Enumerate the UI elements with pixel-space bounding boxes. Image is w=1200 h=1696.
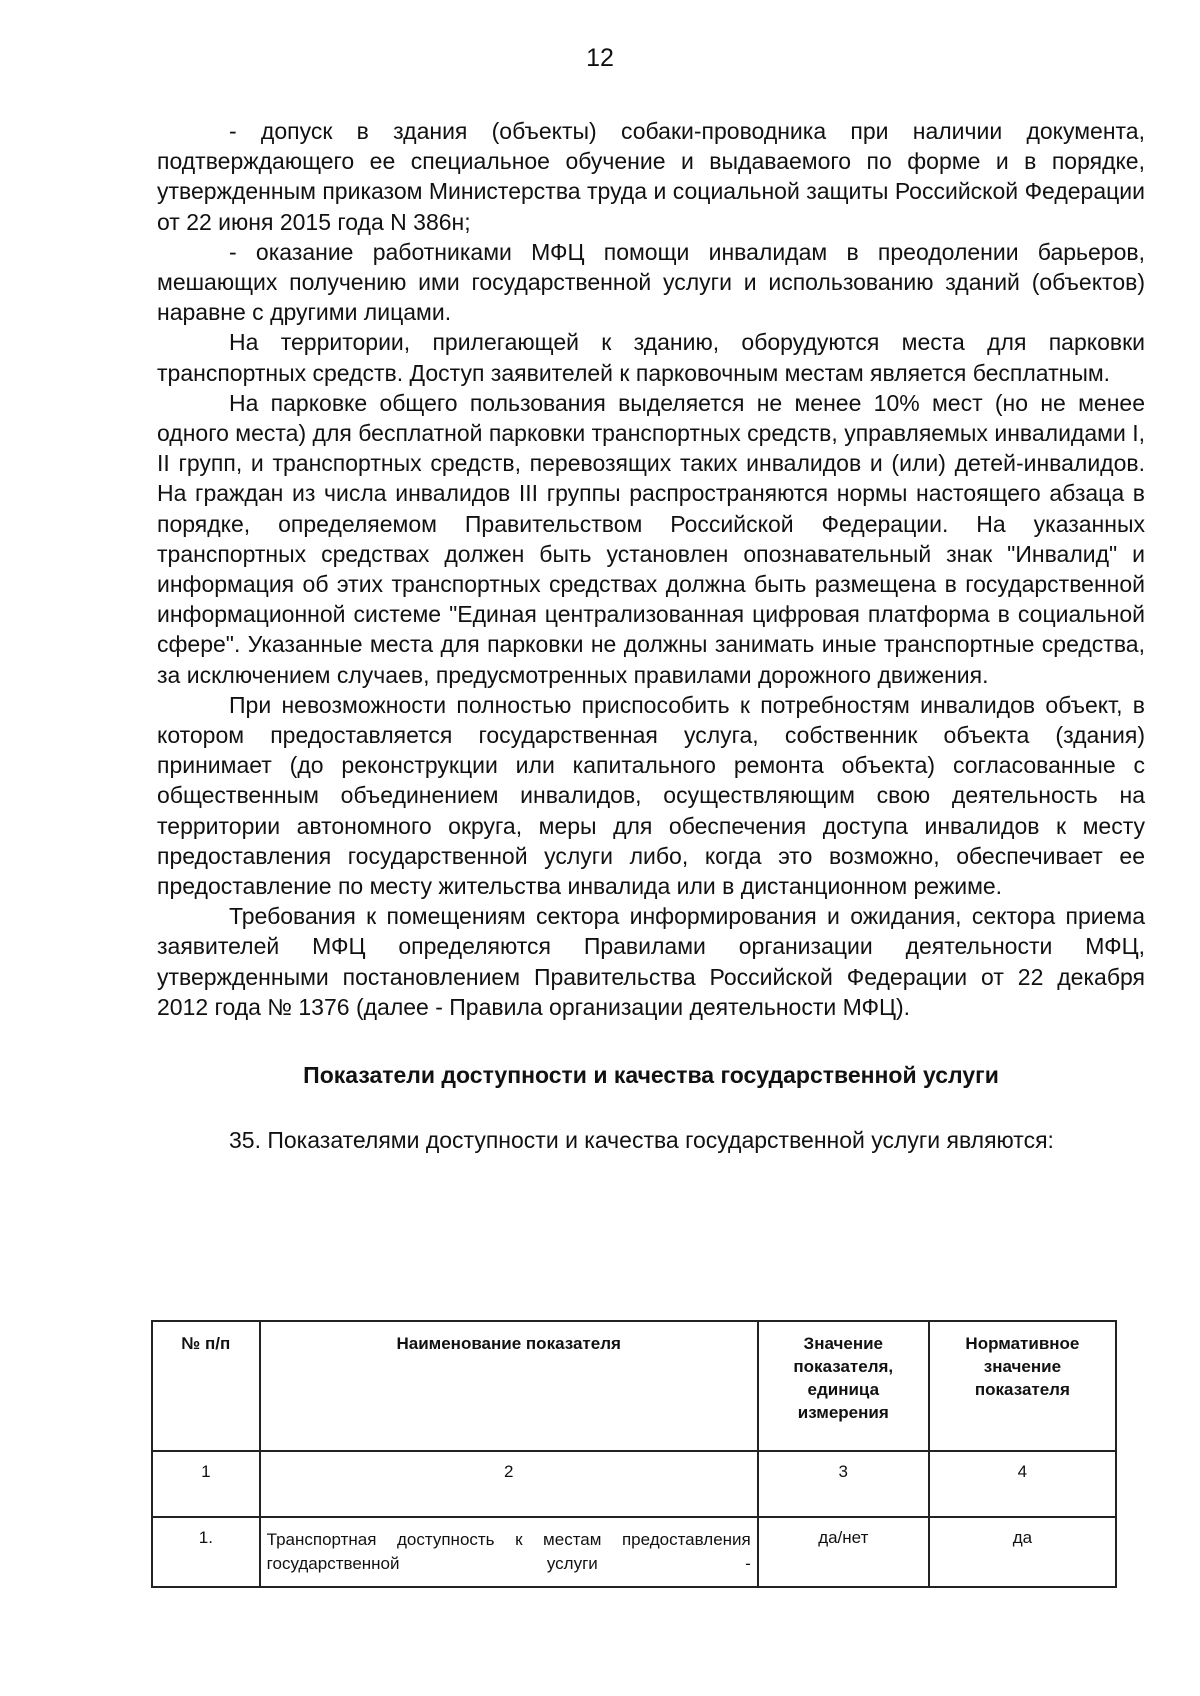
- index-cell-4: 4: [929, 1451, 1116, 1517]
- index-cell-1: 1: [152, 1451, 260, 1517]
- index-cell-3: 3: [758, 1451, 929, 1517]
- header-norm: Нормативное значение показателя: [929, 1321, 1116, 1451]
- header-num: № п/п: [152, 1321, 260, 1451]
- document-body: [157, 116, 1145, 1161]
- header-value: Значение показателя, единица измерения: [758, 1321, 929, 1451]
- paragraph-premises-requirements: Требования к помещениям сектора информирования и ожидания, сектора приема заявителей МФЦ определяются Правилами организации деятельности МФЦ, утвержденными постановлением Правительства Российской Федерации от 22 декабря 2012 года № 1376 (далее - Правила организации деятельности МФЦ).: [157, 903, 1145, 1020]
- row-value: да/нет: [758, 1517, 929, 1587]
- header-name: Наименование показателя: [260, 1321, 758, 1451]
- section-intro: 35. Показателями доступности и качества государственной услуги являются:: [229, 1127, 1054, 1154]
- paragraph-mfc-assistance: - оказание работниками МФЦ помощи инвалидам в преодолении барьеров, мешающих получению ими государственной услуги и использованию зданий (объектов) наравне с другими лицами.: [157, 238, 1145, 326]
- row-num: 1.: [152, 1517, 260, 1587]
- row-name: Транспортная доступность к местам предоставления государственной услуги -: [260, 1517, 758, 1587]
- paragraph-guide-dog: - допуск в здания (объекты) собаки-проводника при наличии документа, подтверждающего ее специальное обучение и выдаваемого по форме и в порядке, утвержденным приказом Министерства труда и социальной защиты Российской Федерации от 22 июня 2015 года N 386н;: [157, 118, 1145, 235]
- table-index-row: [152, 1451, 1116, 1517]
- table-row: [152, 1517, 1116, 1587]
- paragraph-accessibility-measures: При невозможности полностью приспособить к потребностям инвалидов объект, в котором предоставляется государственная услуга, собственник объекта (здания) принимает (до реконструкции или капитального ремонта объекта) согласованные с общественным объединением инвалидов, осуществляющим свою деятельность на территории автономного округа, меры для обеспечения доступа инвалидов к месту предоставления государственной услуги либо, когда это возможно, обеспечивает ее предоставление по месту жительства инвалида или в дистанционном режиме.: [157, 691, 1145, 900]
- paragraph-parking-territory: На территории, прилегающей к зданию, оборудуются места для парковки транспортных средств. Доступ заявителей к парковочным местам является бесплатным.: [157, 329, 1145, 386]
- section-title: Показатели доступности и качества государственной услуги: [303, 1062, 999, 1089]
- paragraph-public-parking: На парковке общего пользования выделяется не менее 10% мест (но не менее одного места) для бесплатной парковки транспортных средств, управляемых инвалидами I, II групп, и транспортных средств, перевозящих таких инвалидов и (или) детей-инвалидов. На граждан из числа инвалидов III группы распространяются нормы настоящего абзаца в порядке, определяемом Правительством Российской Федерации. На указанных транспортных средствах должен быть установлен опознавательный знак "Инвалид" и информация об этих транспортных средствах должна быть размещена в государственной информационной системе "Единая централизованная цифровая платформа в социальной сфере". Указанные места для парковки не должны занимать иные транспортные средства, за исключением случаев, предусмотренных правилами дорожного движения.: [157, 389, 1145, 688]
- index-cell-2: 2: [260, 1451, 758, 1517]
- indicators-table: [151, 1320, 1117, 1588]
- table-header-row: [152, 1321, 1116, 1451]
- page-number: 12: [586, 44, 614, 72]
- row-norm: да: [929, 1517, 1116, 1587]
